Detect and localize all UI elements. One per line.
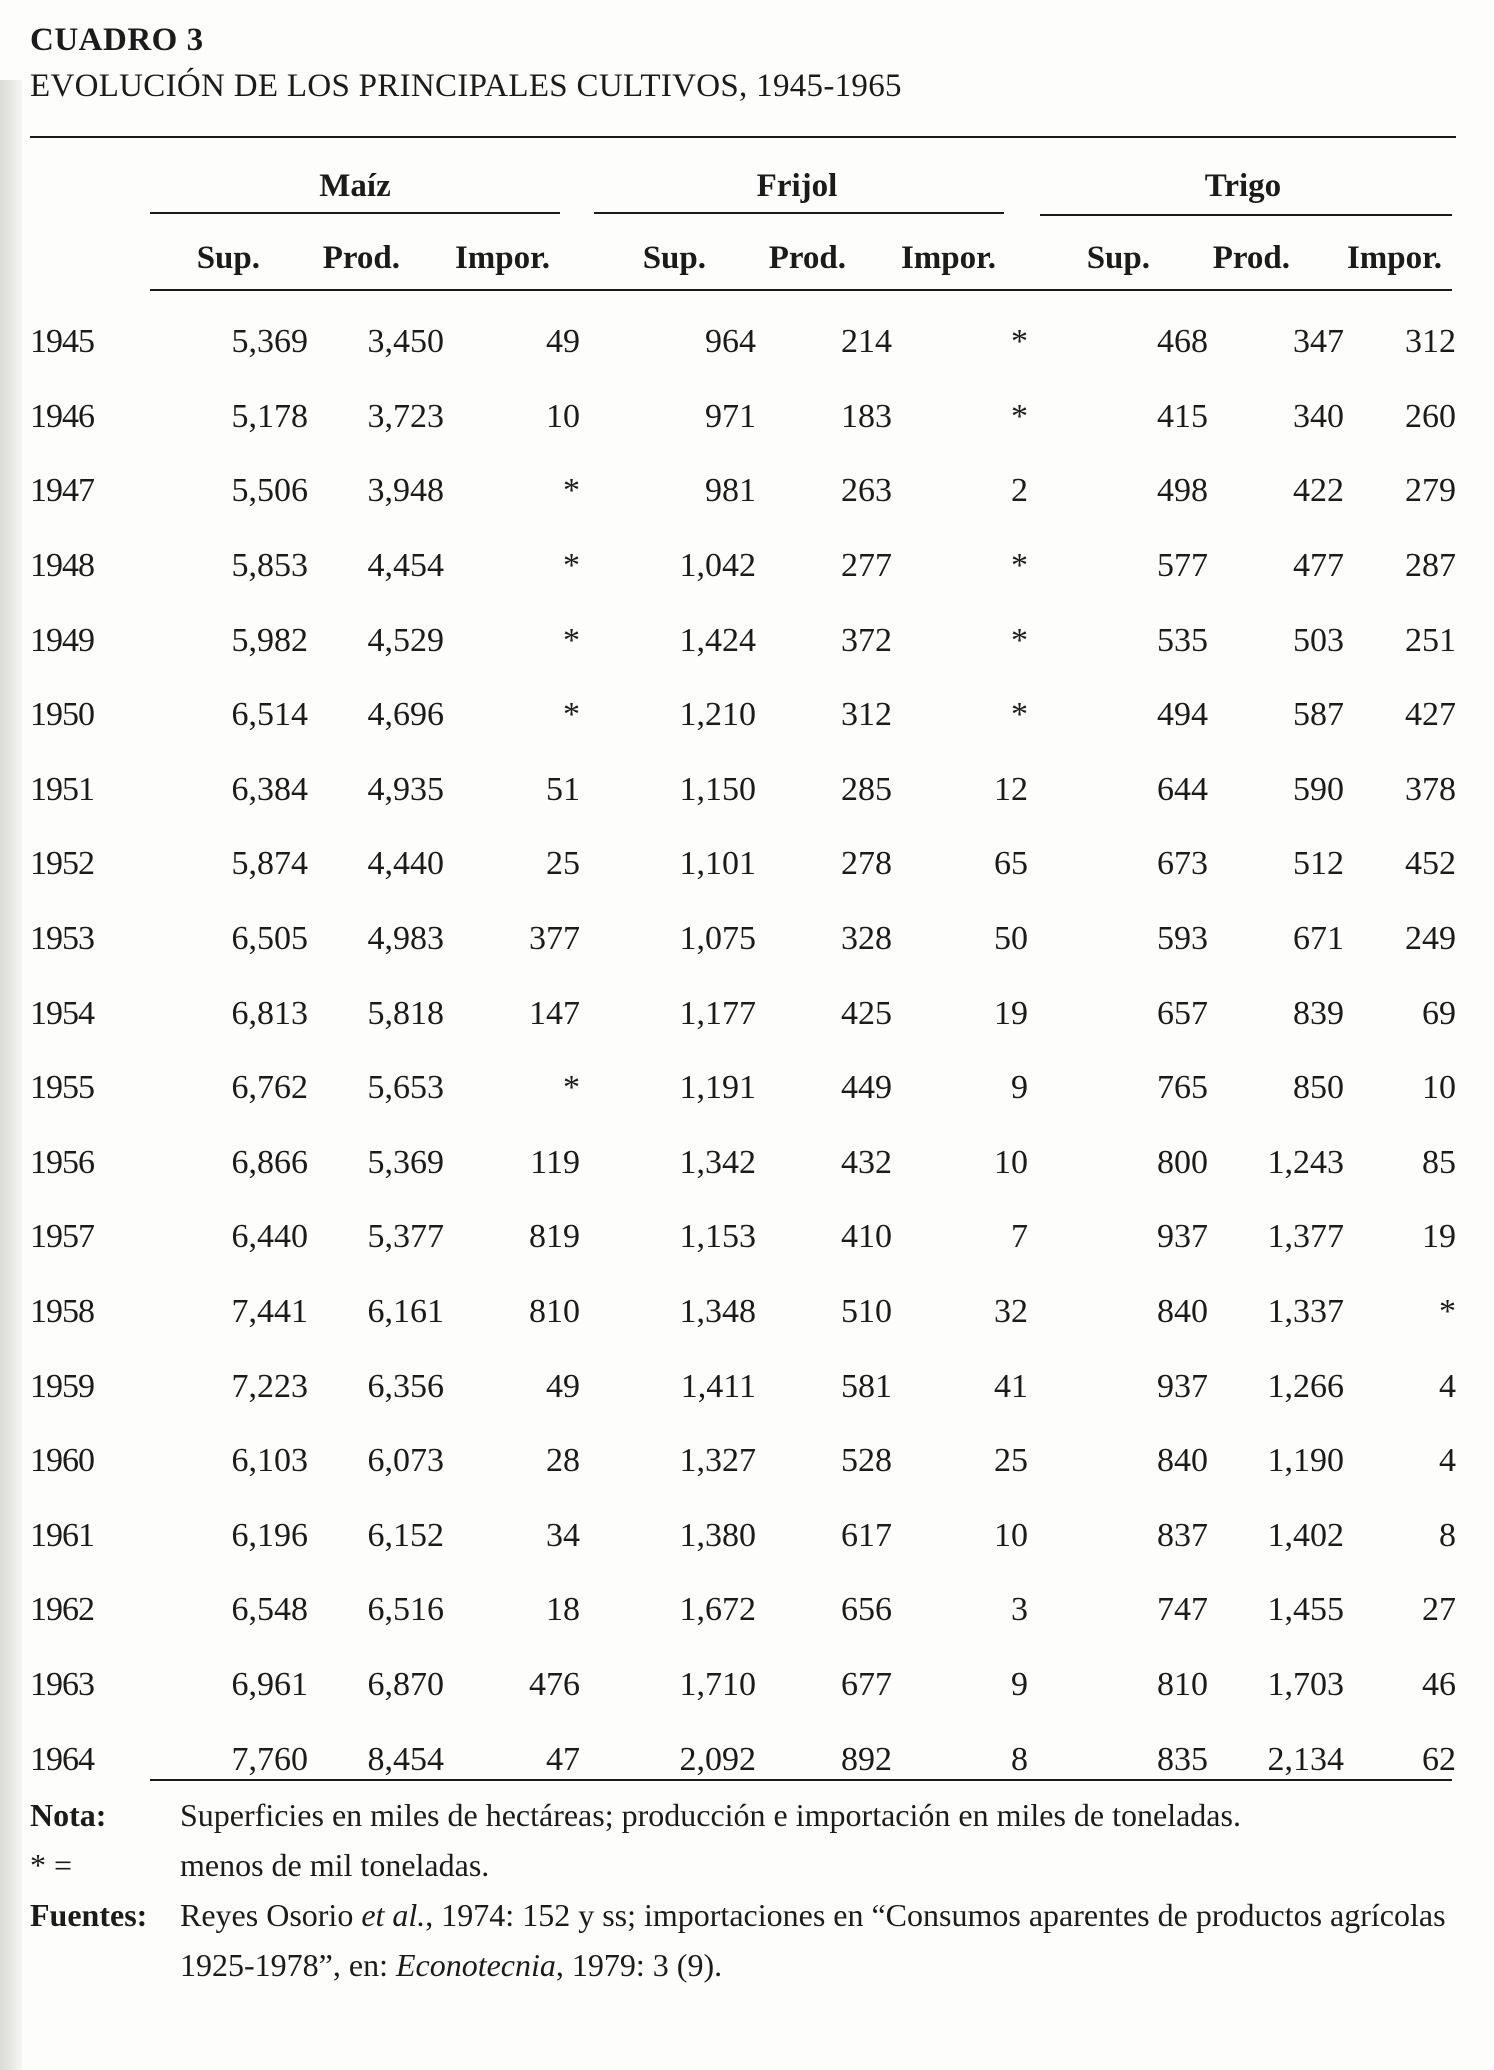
table-cell: 1,380 — [679, 1516, 756, 1554]
sources-text — [180, 1890, 1450, 1990]
table-cell: 6,813 — [231, 994, 308, 1032]
table-cell: 46 — [1422, 1665, 1456, 1703]
table-cell: 18 — [546, 1591, 580, 1629]
table-cell: * — [563, 621, 580, 659]
table-cell: 6,152 — [367, 1516, 444, 1554]
subheader-maiz-impor: Impor. — [454, 240, 550, 276]
table-cell: 5,506 — [231, 472, 308, 510]
table-row — [30, 976, 1456, 1051]
table-cell: 249 — [1405, 920, 1456, 958]
table-cell: 378 — [1405, 770, 1456, 808]
table-cell: 1,710 — [679, 1665, 756, 1703]
table-cell: 981 — [705, 472, 756, 510]
table-row — [30, 1200, 1456, 1275]
table-cell: 1,348 — [679, 1293, 756, 1331]
bottom-rule — [150, 1779, 1452, 1781]
table-cell: 528 — [841, 1442, 892, 1480]
table-cell: 34 — [546, 1516, 580, 1554]
table-cell: 287 — [1405, 547, 1456, 585]
row-year: 1955 — [30, 1069, 94, 1107]
table-cell: * — [1011, 397, 1028, 435]
table-cell: 9 — [1011, 1665, 1028, 1703]
table-cell: 12 — [994, 770, 1028, 808]
table-cell: 410 — [841, 1218, 892, 1256]
table-cell: 415 — [1157, 397, 1208, 435]
group-rule-trigo — [1040, 214, 1452, 216]
table-cell: 1,672 — [679, 1591, 756, 1629]
table-cell: 6,440 — [231, 1218, 308, 1256]
table-cell: 1,402 — [1267, 1516, 1344, 1554]
table-cell: 677 — [841, 1665, 892, 1703]
table-cell: 503 — [1293, 621, 1344, 659]
table-cell: 4 — [1439, 1367, 1456, 1405]
table-cell: 477 — [1293, 547, 1344, 585]
table-cell: 5,853 — [231, 547, 308, 585]
table-title: EVOLUCIÓN DE LOS PRINCIPALES CULTIVOS, 1945-1965 — [30, 68, 902, 104]
table-cell: 28 — [546, 1442, 580, 1480]
table-cell: 5,369 — [367, 1143, 444, 1181]
table-cell: 347 — [1293, 323, 1344, 361]
sources-row — [30, 1890, 1450, 1990]
table-row — [30, 678, 1456, 753]
table-row — [30, 1499, 1456, 1574]
table-cell: 50 — [994, 920, 1028, 958]
table-cell: 432 — [841, 1143, 892, 1181]
table-cell: 260 — [1405, 397, 1456, 435]
table-row — [30, 827, 1456, 902]
table-cell: 277 — [841, 547, 892, 585]
subheader-maiz-sup: Sup. — [196, 240, 260, 276]
sources-label: Fuentes: — [30, 1897, 148, 1933]
table-cell: 657 — [1157, 994, 1208, 1032]
table-cell: * — [563, 696, 580, 734]
table-cell: 971 — [705, 397, 756, 435]
table-cell: 32 — [994, 1293, 1028, 1331]
table-cell: 835 — [1157, 1740, 1208, 1778]
table-cell: 183 — [841, 397, 892, 435]
table-cell: 810 — [1157, 1665, 1208, 1703]
table-cell: 251 — [1405, 621, 1456, 659]
subheader-trigo-sup: Sup. — [1086, 240, 1150, 276]
table-cell: 10 — [1422, 1069, 1456, 1107]
table-cell: 49 — [546, 1367, 580, 1405]
table-cell: 656 — [841, 1591, 892, 1629]
table-cell: 6,196 — [231, 1516, 308, 1554]
row-year: 1959 — [30, 1367, 94, 1405]
row-year: 1950 — [30, 696, 94, 734]
row-year: 1963 — [30, 1665, 94, 1703]
table-cell: 819 — [529, 1218, 580, 1256]
table-cell: 3,948 — [367, 472, 444, 510]
table-cell: 577 — [1157, 547, 1208, 585]
table-cell: 5,377 — [367, 1218, 444, 1256]
table-row — [30, 529, 1456, 604]
subheader-trigo-prod: Prod. — [1212, 240, 1290, 276]
table-cell: 6,505 — [231, 920, 308, 958]
table-cell: 468 — [1157, 323, 1208, 361]
sources-text-b: , 1974: 152 y ss; importaciones en “Consumos aparentes de productos agrícolas 1925-1978”, en: — [180, 1897, 1446, 1983]
sources-etal: et al. — [361, 1897, 426, 1933]
table-cell: 279 — [1405, 472, 1456, 510]
table-cell: 6,356 — [367, 1367, 444, 1405]
table-cell: 6,103 — [231, 1442, 308, 1480]
table-cell: 512 — [1293, 845, 1344, 883]
row-year: 1961 — [30, 1516, 94, 1554]
table-cell: 10 — [994, 1516, 1028, 1554]
table-cell: 119 — [530, 1143, 580, 1181]
row-year: 1960 — [30, 1442, 94, 1480]
table-cell: 6,161 — [367, 1293, 444, 1331]
table-cell: 427 — [1405, 696, 1456, 734]
table-cell: 65 — [994, 845, 1028, 883]
table-cell: * — [1011, 621, 1028, 659]
table-cell: 1,177 — [679, 994, 756, 1032]
table-cell: 4,935 — [367, 770, 444, 808]
row-year: 1956 — [30, 1143, 94, 1181]
table-cell: 964 — [705, 323, 756, 361]
table-row — [30, 603, 1456, 678]
table-row — [30, 902, 1456, 977]
table-cell: 4,440 — [367, 845, 444, 883]
table-cell: 644 — [1157, 770, 1208, 808]
group-header-trigo: Trigo — [1204, 168, 1282, 204]
table-cell: 800 — [1157, 1143, 1208, 1181]
table-cell: 285 — [841, 770, 892, 808]
table-cell: 214 — [841, 323, 892, 361]
table-notes — [30, 1790, 1450, 1990]
row-year: 1964 — [30, 1740, 94, 1778]
table-cell: 452 — [1405, 845, 1456, 883]
table-cell: 422 — [1293, 472, 1344, 510]
table-cell: 810 — [529, 1293, 580, 1331]
group-rule-frijol — [594, 212, 1004, 214]
row-year: 1952 — [30, 845, 94, 883]
table-cell: * — [563, 547, 580, 585]
table-cell: * — [1011, 696, 1028, 734]
table-cell: 3,450 — [367, 323, 444, 361]
table-cell: 49 — [546, 323, 580, 361]
table-cell: 1,210 — [679, 696, 756, 734]
table-cell: 6,866 — [231, 1143, 308, 1181]
note-row — [30, 1790, 1450, 1840]
note-text: Superficies en miles de hectáreas; producción e importación en miles de toneladas. — [180, 1797, 1241, 1833]
table-cell: 593 — [1157, 920, 1208, 958]
table-cell: 1,075 — [679, 920, 756, 958]
row-year: 1945 — [30, 323, 94, 361]
table-cell: 7,223 — [231, 1367, 308, 1405]
table-cell: 6,516 — [367, 1591, 444, 1629]
row-year: 1962 — [30, 1591, 94, 1629]
table-cell: 1,377 — [1267, 1218, 1344, 1256]
table-cell: 6,870 — [367, 1665, 444, 1703]
table-cell: 7,441 — [231, 1293, 308, 1331]
table-cell: 1,411 — [680, 1367, 756, 1405]
table-cell: 6,548 — [231, 1591, 308, 1629]
table-cell: 51 — [546, 770, 580, 808]
table-row — [30, 1051, 1456, 1126]
page-margin-shadow — [0, 80, 22, 2070]
table-cell: 535 — [1157, 621, 1208, 659]
table-cell: 62 — [1422, 1740, 1456, 1778]
table-cell: * — [1439, 1293, 1456, 1331]
subheader-maiz-prod: Prod. — [322, 240, 400, 276]
table-cell: 25 — [546, 845, 580, 883]
table-cell: 27 — [1422, 1591, 1456, 1629]
asterisk-row — [30, 1840, 1450, 1890]
table-cell: 1,337 — [1267, 1293, 1344, 1331]
table-cell: 5,818 — [367, 994, 444, 1032]
table-cell: * — [563, 1069, 580, 1107]
table-cell: 1,327 — [679, 1442, 756, 1480]
table-cell: 3,723 — [367, 397, 444, 435]
table-cell: 10 — [546, 397, 580, 435]
table-cell: 671 — [1293, 920, 1344, 958]
table-cell: 1,424 — [679, 621, 756, 659]
table-cell: * — [1011, 323, 1028, 361]
table-cell: 4,454 — [367, 547, 444, 585]
table-cell: 5,178 — [231, 397, 308, 435]
table-cell: 1,455 — [1267, 1591, 1344, 1629]
table-cell: 278 — [841, 845, 892, 883]
table-row — [30, 753, 1456, 828]
table-cell: 25 — [994, 1442, 1028, 1480]
subheader-trigo-impor: Impor. — [1346, 240, 1442, 276]
table-cell: * — [563, 472, 580, 510]
group-header-maiz: Maíz — [319, 168, 391, 204]
row-year: 1957 — [30, 1218, 94, 1256]
sources-journal: Econotecnia — [395, 1947, 556, 1983]
table-cell: 476 — [529, 1665, 580, 1703]
table-cell: 1,101 — [679, 845, 756, 883]
table-cell: 937 — [1157, 1367, 1208, 1405]
table-cell: 1,266 — [1267, 1367, 1344, 1405]
asterisk-label: * = — [30, 1847, 73, 1883]
note-label: Nota: — [30, 1797, 107, 1833]
table-cell: 6,961 — [231, 1665, 308, 1703]
table-cell: 7 — [1011, 1218, 1028, 1256]
table-cell: 328 — [841, 920, 892, 958]
table-cell: 840 — [1157, 1442, 1208, 1480]
row-year: 1951 — [30, 770, 94, 808]
table-cell: 747 — [1157, 1591, 1208, 1629]
row-year: 1949 — [30, 621, 94, 659]
table-cell: 765 — [1157, 1069, 1208, 1107]
table-cell: 2,092 — [679, 1740, 756, 1778]
table-cell: 41 — [994, 1367, 1028, 1405]
table-cell: 19 — [1422, 1218, 1456, 1256]
table-cell: 510 — [841, 1293, 892, 1331]
table-row — [30, 305, 1456, 380]
table-cell: 1,703 — [1267, 1665, 1344, 1703]
table-cell: * — [1011, 547, 1028, 585]
table-cell: 8,454 — [367, 1740, 444, 1778]
table-cell: 840 — [1157, 1293, 1208, 1331]
table-cell: 8 — [1011, 1740, 1028, 1778]
table-cell: 3 — [1011, 1591, 1028, 1629]
table-cell: 372 — [841, 621, 892, 659]
top-rule — [30, 136, 1456, 138]
group-header-frijol: Frijol — [756, 168, 838, 204]
table-cell: 587 — [1293, 696, 1344, 734]
table-cell: 19 — [994, 994, 1028, 1032]
table-cell: 4 — [1439, 1442, 1456, 1480]
table-cell: 892 — [841, 1740, 892, 1778]
table-cell: 1,342 — [679, 1143, 756, 1181]
table-cell: 4,529 — [367, 621, 444, 659]
table-cell: 1,190 — [1267, 1442, 1344, 1480]
table-cell: 147 — [529, 994, 580, 1032]
table-number: CUADRO 3 — [30, 22, 204, 58]
table-cell: 590 — [1293, 770, 1344, 808]
row-year: 1946 — [30, 397, 94, 435]
table-cell: 5,874 — [231, 845, 308, 883]
table-row — [30, 454, 1456, 529]
table-cell: 5,653 — [367, 1069, 444, 1107]
table-cell: 617 — [841, 1516, 892, 1554]
table-cell: 340 — [1293, 397, 1344, 435]
table-cell: 263 — [841, 472, 892, 510]
header-rule — [150, 289, 1452, 291]
table-cell: 85 — [1422, 1143, 1456, 1181]
table-cell: 9 — [1011, 1069, 1028, 1107]
table-cell: 6,762 — [231, 1069, 308, 1107]
table-cell: 8 — [1439, 1516, 1456, 1554]
crops-table — [30, 305, 1456, 1797]
table-cell: 1,191 — [679, 1069, 756, 1107]
table-cell: 312 — [1405, 323, 1456, 361]
table-cell: 1,153 — [679, 1218, 756, 1256]
row-year: 1947 — [30, 472, 94, 510]
table-cell: 839 — [1293, 994, 1344, 1032]
table-row — [30, 1275, 1456, 1350]
table-cell: 937 — [1157, 1218, 1208, 1256]
table-cell: 581 — [841, 1367, 892, 1405]
table-cell: 1,042 — [679, 547, 756, 585]
table-cell: 6,384 — [231, 770, 308, 808]
table-cell: 6,514 — [231, 696, 308, 734]
table-cell: 312 — [841, 696, 892, 734]
table-cell: 837 — [1157, 1516, 1208, 1554]
row-year: 1948 — [30, 547, 94, 585]
sources-text-a: Reyes Osorio — [180, 1897, 362, 1933]
table-cell: 850 — [1293, 1069, 1344, 1107]
row-year: 1954 — [30, 994, 94, 1032]
table-cell: 5,982 — [231, 621, 308, 659]
table-cell: 4,696 — [367, 696, 444, 734]
table-cell: 377 — [529, 920, 580, 958]
table-cell: 1,150 — [679, 770, 756, 808]
table-cell: 5,369 — [231, 323, 308, 361]
table-cell: 47 — [546, 1740, 580, 1778]
row-year: 1953 — [30, 920, 94, 958]
row-year: 1958 — [30, 1293, 94, 1331]
sources-text-c: , 1979: 3 (9). — [555, 1947, 723, 1983]
table-row — [30, 380, 1456, 455]
subheader-frijol-prod: Prod. — [768, 240, 846, 276]
table-cell: 4,983 — [367, 920, 444, 958]
table-cell: 425 — [841, 994, 892, 1032]
table-cell: 10 — [994, 1143, 1028, 1181]
asterisk-text: menos de mil toneladas. — [180, 1847, 490, 1883]
table-cell: 673 — [1157, 845, 1208, 883]
group-rule-maiz — [150, 212, 560, 214]
table-cell: 494 — [1157, 696, 1208, 734]
subheader-frijol-sup: Sup. — [642, 240, 706, 276]
table-row — [30, 1573, 1456, 1648]
table-row — [30, 1722, 1456, 1797]
table-row — [30, 1126, 1456, 1201]
subheader-frijol-impor: Impor. — [900, 240, 996, 276]
table-cell: 2 — [1011, 472, 1028, 510]
table-cell: 2,134 — [1267, 1740, 1344, 1778]
table-row — [30, 1424, 1456, 1499]
table-cell: 1,243 — [1267, 1143, 1344, 1181]
table-cell: 6,073 — [367, 1442, 444, 1480]
table-cell: 498 — [1157, 472, 1208, 510]
table-row — [30, 1349, 1456, 1424]
table-cell: 69 — [1422, 994, 1456, 1032]
table-row — [30, 1648, 1456, 1723]
table-cell: 449 — [841, 1069, 892, 1107]
table-cell: 7,760 — [231, 1740, 308, 1778]
